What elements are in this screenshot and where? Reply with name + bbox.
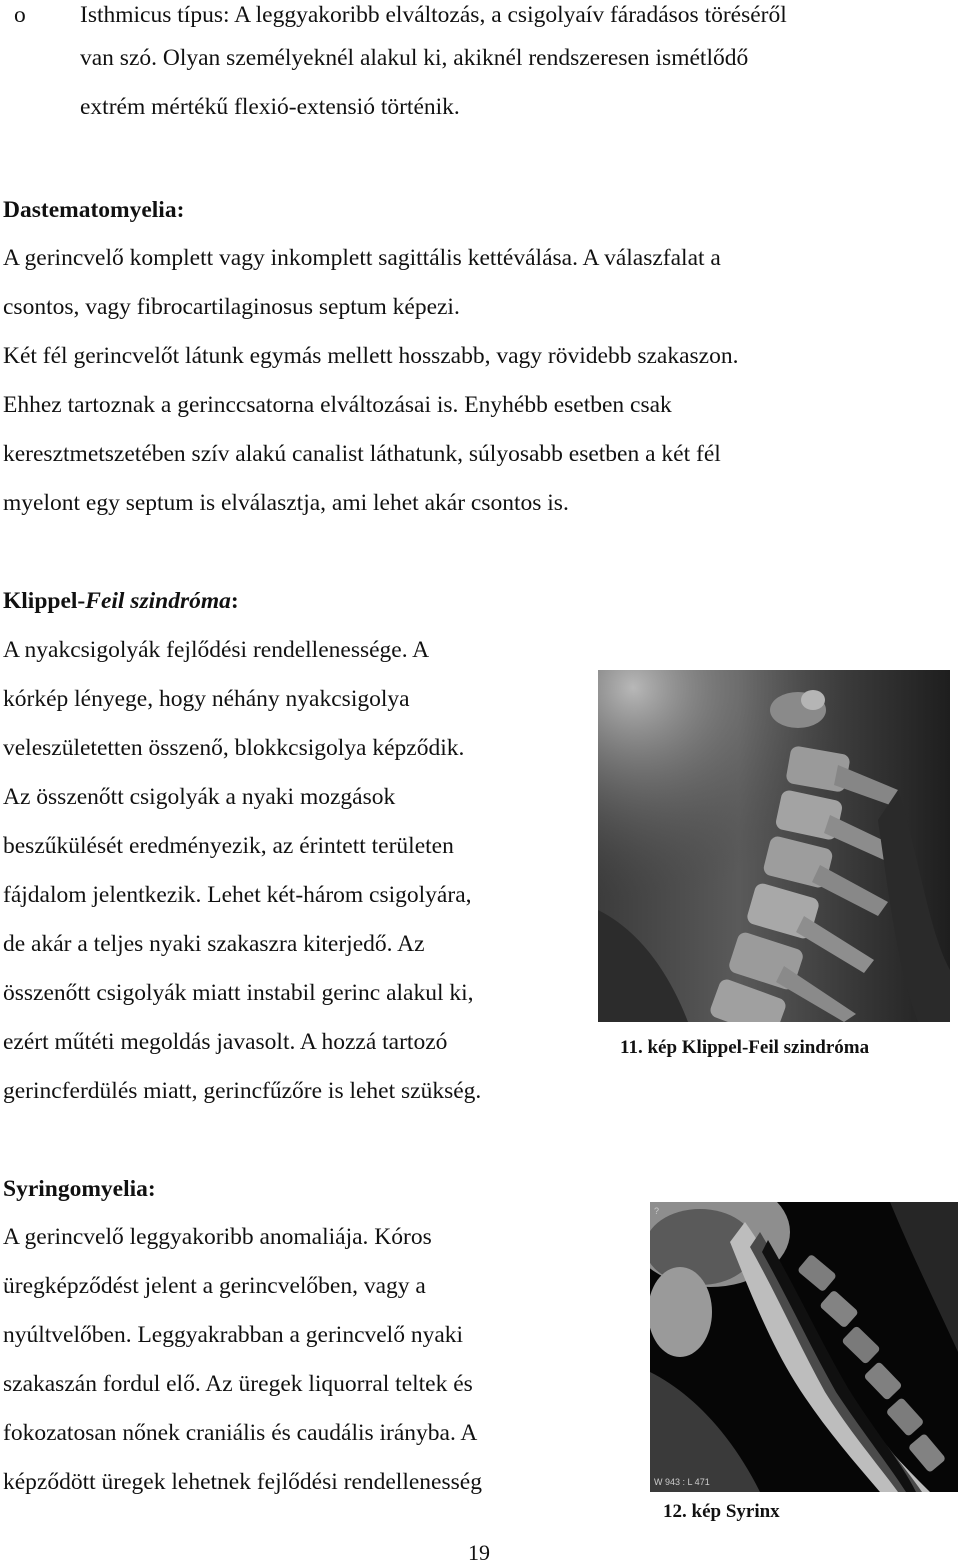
dastematomyelia-heading: Dastematomyelia: (3, 197, 185, 223)
klippel-heading-part2: Feil szindróma (85, 588, 231, 614)
syringomyelia-line-1: A gerincvelő leggyakoribb anomaliája. Kóros (3, 1224, 432, 1250)
dastematomyelia-line-2: csontos, vagy fibrocartilaginosus septum képezi. (3, 294, 460, 320)
isthmicus-line-1: Isthmicus típus: A leggyakoribb elváltozás, a csigolyaív fáradásos töréséről (80, 2, 787, 28)
klippel-line-10: gerincferdülés miatt, gerincfűzőre is lehet szükség. (3, 1078, 482, 1104)
dastematomyelia-line-1: A gerincvelő komplett vagy inkomplett sagittális kettéválása. A válaszfalat a (3, 245, 721, 271)
klippel-line-5: beszűkülését eredményezik, az érintett területen (3, 833, 454, 859)
klippel-heading-colon: : (230, 588, 239, 614)
syringomyelia-line-4: szakaszán fordul elő. Az üregek liquorral teltek és (3, 1371, 473, 1397)
isthmicus-line-2: van szó. Olyan személyeknél alakul ki, akiknél rendszeresen ismétlődő (80, 45, 749, 71)
dastematomyelia-line-4: Ehhez tartoznak a gerinccsatorna elváltozásai is. Enyhébb esetben csak (3, 392, 672, 418)
klippel-line-9: ezért műtéti megoldás javasolt. A hozzá tartozó (3, 1029, 448, 1055)
klippel-line-8: összenőtt csigolyák miatt instabil gerinc alakul ki, (3, 980, 474, 1006)
klippel-feil-heading (3, 586, 239, 616)
dastematomyelia-line-6: myelont egy septum is elválasztja, ami lehet akár csontos is. (3, 490, 569, 516)
page-number: 19 (468, 1540, 490, 1565)
dastematomyelia-line-5: keresztmetszetében szív alakú canalist láthatunk, súlyosabb esetben a két fél (3, 441, 721, 467)
bullet-marker: o (14, 2, 26, 28)
klippel-line-7: de akár a teljes nyaki szakaszra kiterjedő. Az (3, 931, 425, 957)
syringomyelia-line-6: képződött üregek lehetnek fejlődési rendellenesség (3, 1469, 482, 1495)
syringomyelia-line-5: fokozatosan nőnek craniális és caudális irányba. A (3, 1420, 478, 1446)
klippel-line-4: Az összenőtt csigolyák a nyaki mozgások (3, 784, 396, 810)
dastematomyelia-line-3: Két fél gerincvelőt látunk egymás mellett hosszabb, vagy rövidebb szakaszon. (3, 343, 739, 369)
klippel-line-6: fájdalom jelentkezik. Lehet két-három csigolyára, (3, 882, 472, 908)
figure-12-caption: 12. kép Syrinx (663, 1501, 780, 1522)
syringomyelia-line-3: nyúltvelőben. Leggyakrabban a gerincvelő nyaki (3, 1322, 464, 1348)
klippel-line-2: kórkép lényege, hogy néhány nyakcsigolya (3, 686, 410, 712)
klippel-feil-xray-image (598, 670, 950, 1022)
syringomyelia-heading: Syringomyelia: (3, 1176, 156, 1202)
klippel-line-1: A nyakcsigolyák fejlődési rendellenessége. A (3, 637, 430, 663)
syringomyelia-line-2: üregképződést jelent a gerincvelőben, vagy a (3, 1273, 426, 1299)
figure-11-caption: 11. kép Klippel-Feil szindróma (620, 1037, 870, 1058)
mri-corner-label: ? (654, 1206, 660, 1216)
isthmicus-line-3: extrém mértékű flexió-extensió történik. (80, 94, 460, 120)
klippel-heading-part1: Klippel- (3, 588, 86, 614)
syrinx-mri-image (650, 1202, 958, 1492)
mri-window-level-label: W 943 : L 471 (654, 1477, 710, 1487)
klippel-line-3: veleszületetten összenő, blokkcsigolya képződik. (3, 735, 465, 761)
